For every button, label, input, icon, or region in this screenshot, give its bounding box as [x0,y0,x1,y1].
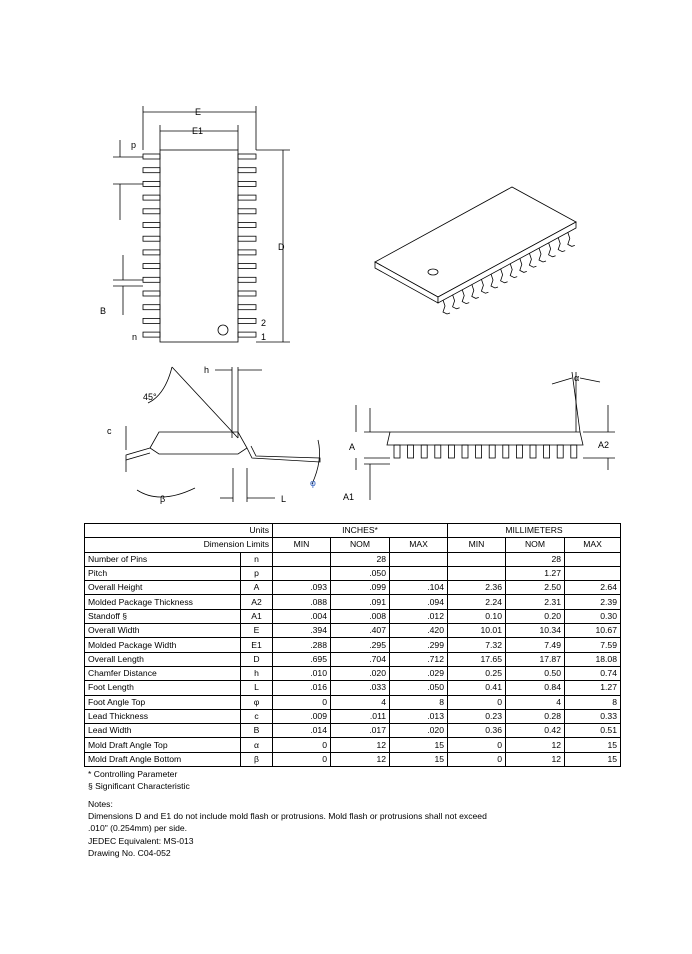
dimension-value: 0.51 [565,724,621,738]
dimension-value: 1.27 [506,566,565,580]
dimension-value: .011 [331,709,390,723]
dimension-name: Overall Width [85,624,241,638]
dimension-symbol: β [241,752,273,766]
footnote: * Controlling Parameter [88,769,178,779]
dimension-symbol: E1 [241,638,273,652]
notes-title: Notes: [88,799,113,809]
dimension-symbol: D [241,652,273,666]
dimension-name: Molded Package Thickness [85,595,241,609]
label-A1: A1 [343,492,355,502]
top-view [143,150,256,342]
dimension-value: 0 [448,695,506,709]
dimension-name: Chamfer Distance [85,666,241,680]
dimension-value: 12 [331,752,390,766]
dimension-value: 10.67 [565,624,621,638]
dimension-value: 0.30 [565,609,621,623]
lead-right [238,168,256,173]
lead-side [530,445,536,458]
limits-header-row [85,538,621,552]
lead-left [143,168,160,173]
dimension-value: 4 [331,695,390,709]
dimension-value: .299 [390,638,448,652]
lead-side [394,445,400,458]
dimension-value: .020 [390,724,448,738]
lead-right [238,277,256,282]
dimension-name: Overall Height [85,581,241,595]
dimension-value: 15 [565,752,621,766]
lead-side [571,445,577,458]
lead-left [143,332,160,337]
sub-header: NOM [331,538,390,552]
dimension-value [565,552,621,566]
dimension-symbol: φ [241,695,273,709]
notes [88,798,487,859]
dimension-value: .008 [331,609,390,623]
note-line: Drawing No. C04-052 [88,847,171,858]
dimension-value: 2.50 [506,581,565,595]
dimension-value: .420 [390,624,448,638]
dimension-value: .407 [331,624,390,638]
lead-right [238,305,256,310]
dimension-value: .099 [331,581,390,595]
lead-iso [520,258,527,272]
dimension-value: 0.74 [565,666,621,680]
label-n: n [132,332,138,342]
lead-iso [472,284,479,298]
table-row [85,595,621,609]
table-row [85,624,621,638]
note-line: JEDEC Equivalent: MS-013 [88,835,194,846]
dimension-value: 0.25 [448,666,506,680]
lead-iso [443,300,450,314]
table-row [85,552,621,566]
dimension-value: .050 [390,681,448,695]
dimension-name: Lead Thickness [85,709,241,723]
dimension-value [273,566,331,580]
label-c: c [107,426,112,436]
table-row [85,566,621,580]
dimension-value: 8 [390,695,448,709]
lead-left [143,305,160,310]
lead-left [143,236,160,241]
label-D: D [278,242,285,252]
footnotes [88,768,190,792]
sub-header: MIN [448,538,506,552]
label-A2: A2 [598,440,610,450]
dimension-name: Overall Length [85,652,241,666]
table-row [85,709,621,723]
lead-iso [453,295,460,309]
dimension-value: 0.36 [448,724,506,738]
lead-left [143,264,160,269]
dimension-value: 2.64 [565,581,621,595]
dimension-value: 0 [273,752,331,766]
dimension-value: 15 [390,738,448,752]
lead-left [143,318,160,323]
dimension-value: 0.33 [565,709,621,723]
units-header-row [85,524,621,538]
lead-right [238,291,256,296]
table-row [85,681,621,695]
dimension-symbol: E [241,624,273,638]
label-h: h [204,365,210,375]
dimension-name: Mold Draft Angle Top [85,738,241,752]
dimension-symbol: A2 [241,595,273,609]
lead-right [238,250,256,255]
dimension-value: .009 [273,709,331,723]
dimension-value: 12 [331,738,390,752]
dimension-value: .088 [273,595,331,609]
sub-header: MAX [390,538,448,552]
dimension-value: 0 [273,695,331,709]
lead-right [238,154,256,159]
lead-iso [491,274,498,288]
lead-left [143,250,160,255]
label-beta: β [160,494,166,504]
dimension-value [273,552,331,566]
dimension-name: Molded Package Width [85,638,241,652]
lead-iso [462,290,469,304]
lead-side [476,445,482,458]
dimension-name: Lead Width [85,724,241,738]
lead-side [408,445,414,458]
lead-side [557,445,563,458]
lead-iso [568,232,575,246]
note-line: .010" (0.254mm) per side. [88,823,188,834]
lead-right [238,236,256,241]
dimension-symbol: B [241,724,273,738]
table-row [85,609,621,623]
dimension-value: .295 [331,638,390,652]
lead-side [544,445,550,458]
label-L: L [281,494,287,504]
dimension-value: 12 [506,738,565,752]
lead-iso [529,253,536,267]
dimension-value: 1.27 [565,681,621,695]
dimension-value: 7.32 [448,638,506,652]
lead-left [143,277,160,282]
dimension-name: Foot Length [85,681,241,695]
lead-left [143,181,160,186]
dimension-value [390,566,448,580]
table-row [85,666,621,680]
dimension-value: .288 [273,638,331,652]
lead-iso [549,243,556,257]
dimension-value: 2.36 [448,581,506,595]
sub-header: NOM [506,538,565,552]
dimension-value: 18.08 [565,652,621,666]
dimension-name: Pitch [85,566,241,580]
lead-left [143,291,160,296]
dimension-value [448,552,506,566]
inches-header: INCHES* [273,524,448,538]
label-phi: φ [310,478,316,488]
table-row [85,652,621,666]
dimension-value: 0.28 [506,709,565,723]
dimension-symbol: p [241,566,273,580]
label-45: 45° [143,392,157,402]
lead-right [238,181,256,186]
dimension-value: 15 [390,752,448,766]
label-B: B [100,306,107,316]
note-line: Dimensions D and E1 do not include mold flash or protrusions. Mold flash or protrusions shall not exceed [88,811,487,822]
dimension-symbol: L [241,681,273,695]
lead-side [516,445,522,458]
lead-left [143,154,160,159]
table-row [85,695,621,709]
dimension-value: 0 [273,738,331,752]
label-A: A [349,442,356,452]
lead-right [238,195,256,200]
dimension-value: 28 [331,552,390,566]
dimension-value: .104 [390,581,448,595]
dimension-value: 0 [448,738,506,752]
dimension-value: 28 [506,552,565,566]
dimension-value: .017 [331,724,390,738]
lead-iso [510,264,517,278]
dimension-value: .004 [273,609,331,623]
lead-iso [481,279,488,293]
lead-left [143,195,160,200]
dimension-value: .012 [390,609,448,623]
dimension-value: .033 [331,681,390,695]
dimension-value: .704 [331,652,390,666]
dimension-value: 0 [448,752,506,766]
dimension-value [565,566,621,580]
side-view-end [126,367,320,502]
lead-side [435,445,441,458]
isometric-view [375,187,576,314]
table-row [85,638,621,652]
dimension-value: .029 [390,666,448,680]
label-E1: E1 [192,126,204,136]
lead-right [238,264,256,269]
table-row [85,581,621,595]
dimension-symbol: A1 [241,609,273,623]
dimension-value: .093 [273,581,331,595]
dimension-value: .695 [273,652,331,666]
pin1-marker [218,325,228,335]
table-row [85,752,621,766]
dimension-value: 0.23 [448,709,506,723]
lead-right [238,209,256,214]
dimension-value [390,552,448,566]
package-body-top [160,150,238,342]
lead-side [489,445,495,458]
dimension-name: Mold Draft Angle Bottom [85,752,241,766]
dimension-value: .094 [390,595,448,609]
mm-header: MILLIMETERS [448,524,621,538]
dimension-value: .020 [331,666,390,680]
sub-header: MAX [565,538,621,552]
dimension-value: .091 [331,595,390,609]
dimension-symbol: α [241,738,273,752]
dimension-value: 2.24 [448,595,506,609]
lead-iso [539,248,546,262]
label-pin1: 1 [261,332,267,342]
dimension-value: 10.34 [506,624,565,638]
lead-side [462,445,468,458]
dimension-value: 17.65 [448,652,506,666]
dimension-value: 0.50 [506,666,565,680]
lead-right [238,223,256,228]
dimension-value: 2.39 [565,595,621,609]
lead-left [143,209,160,214]
lead-iso [558,238,565,252]
dimension-value: .050 [331,566,390,580]
label-pin2: 2 [261,318,267,328]
lead-side [503,445,509,458]
lead-right [238,332,256,337]
dimension-symbol: A [241,581,273,595]
dimension-value: .016 [273,681,331,695]
dimension-name: Number of Pins [85,552,241,566]
footnote: § Significant Characteristic [88,781,190,792]
dimension-value: 0.20 [506,609,565,623]
sub-header: MIN [273,538,331,552]
dimension-value: .712 [390,652,448,666]
dimension-value: .014 [273,724,331,738]
label-E: E [195,107,202,117]
dimension-value: 17.87 [506,652,565,666]
dimension-value: .394 [273,624,331,638]
dimension-value: 2.31 [506,595,565,609]
dimension-value: 8 [565,695,621,709]
dimension-value: 15 [565,738,621,752]
dimension-value [448,566,506,580]
lead-iso [501,269,508,283]
table-row [85,724,621,738]
dimension-table [84,523,621,767]
dimension-value: 7.59 [565,638,621,652]
dimension-symbol: n [241,552,273,566]
dimension-symbol: c [241,709,273,723]
dimension-value: .013 [390,709,448,723]
lead-right [238,318,256,323]
label-p: p [131,140,137,150]
lead-side [421,445,427,458]
side-view-long [356,372,615,500]
dimension-value: 0.84 [506,681,565,695]
dimension-name: Foot Angle Top [85,695,241,709]
lead-side [448,445,454,458]
lead-left [143,223,160,228]
dimension-value: 10.01 [448,624,506,638]
dimension-value: 4 [506,695,565,709]
dimension-value: 0.10 [448,609,506,623]
dimension-name: Standoff § [85,609,241,623]
table-row [85,738,621,752]
dimension-symbol: h [241,666,273,680]
dimension-value: 7.49 [506,638,565,652]
dimension-value: 12 [506,752,565,766]
dimension-value: 0.42 [506,724,565,738]
label-alpha: α [574,373,580,383]
dimension-value: 0.41 [448,681,506,695]
units-label: Units [85,524,273,538]
dimension-value: .010 [273,666,331,680]
dimension-limits-label: Dimension Limits [85,538,273,552]
